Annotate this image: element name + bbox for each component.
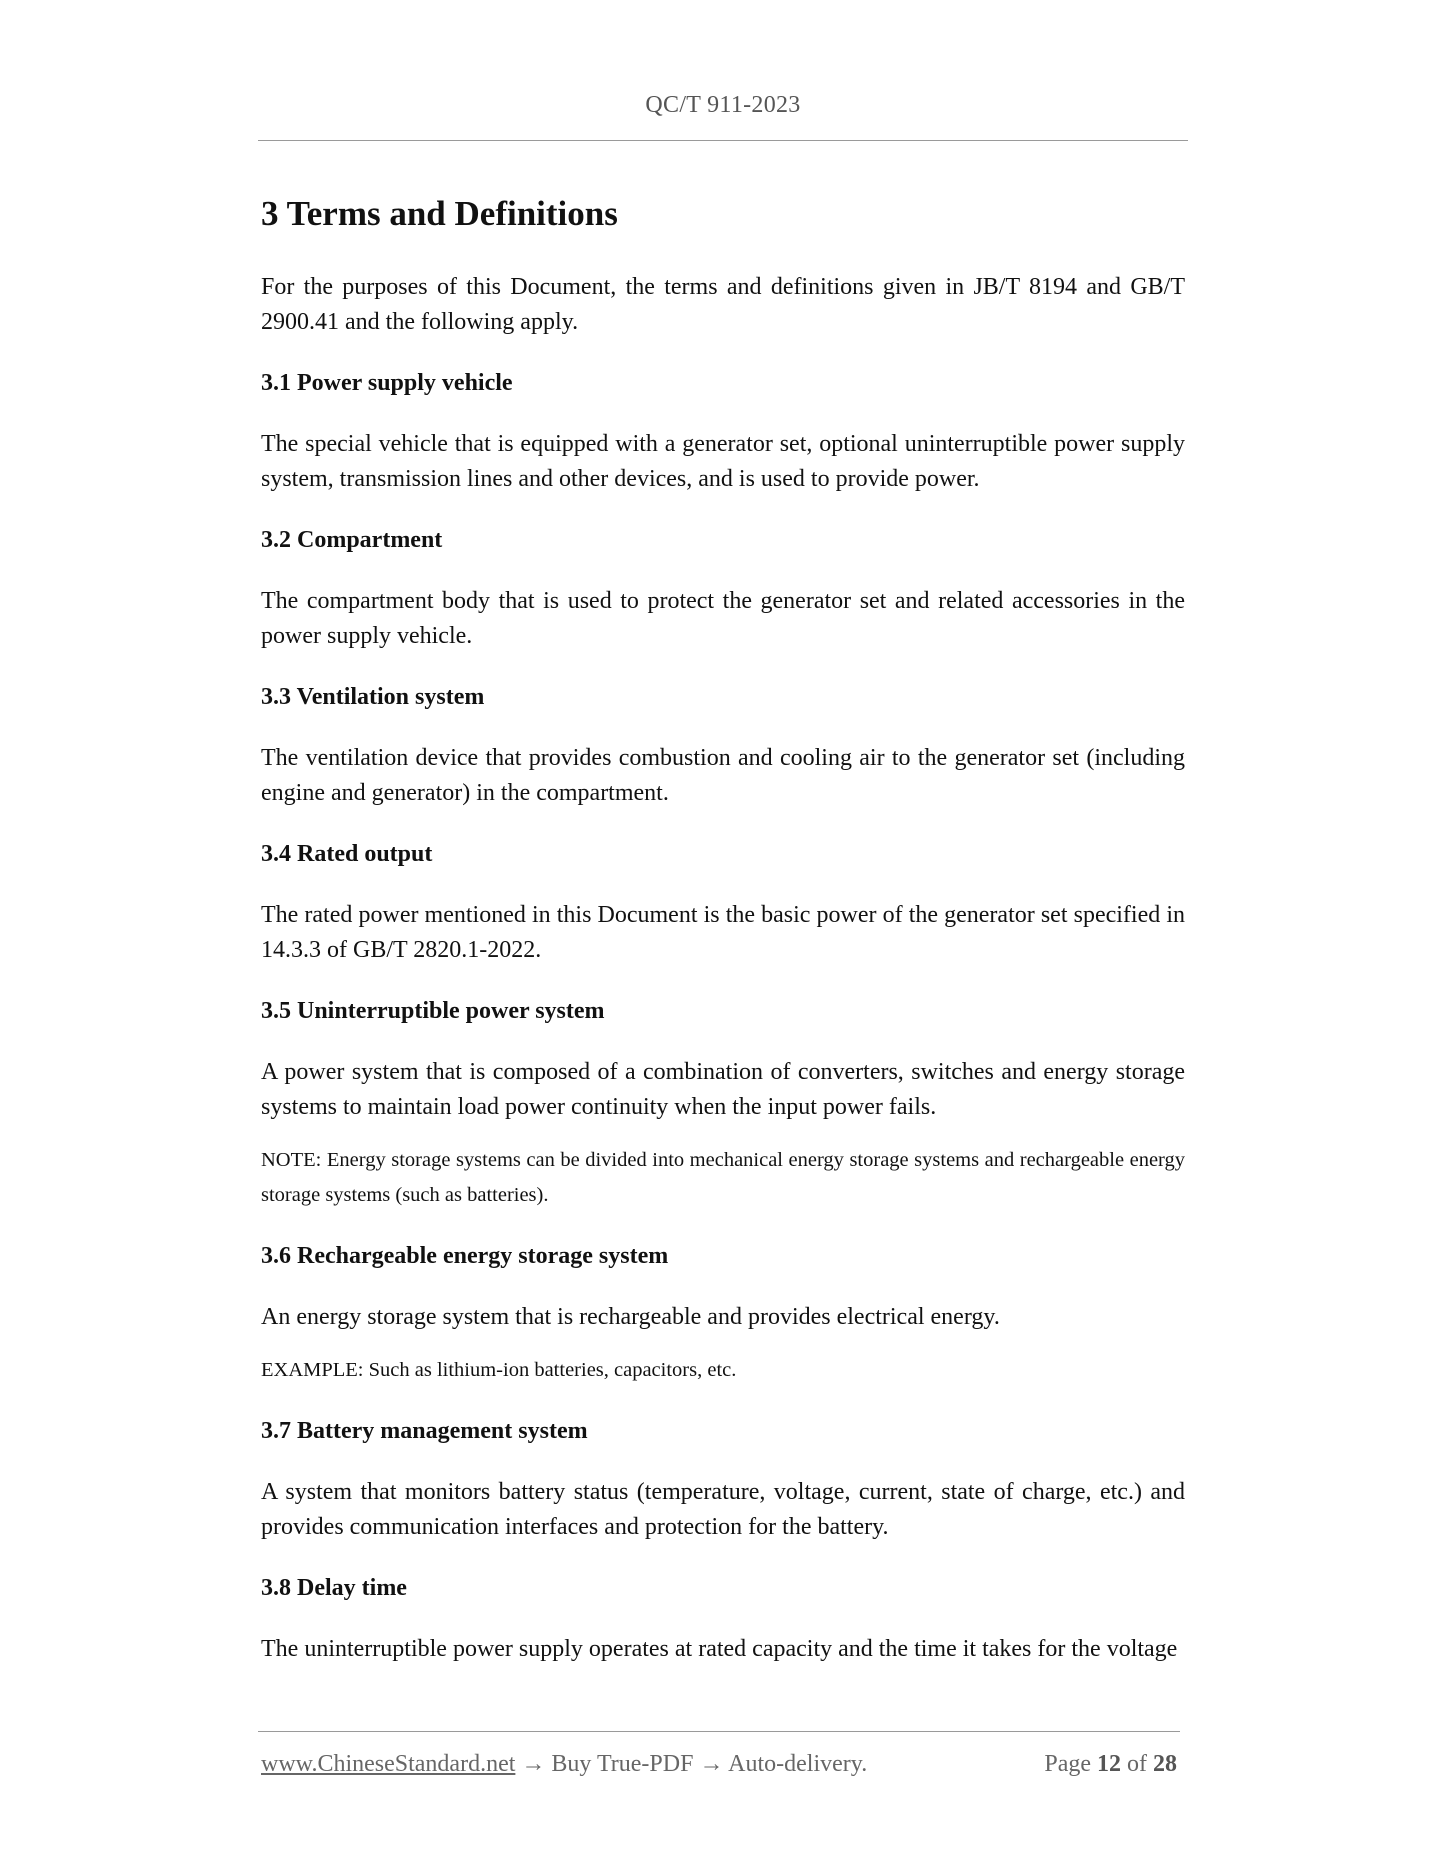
term-heading: 3.8 Delay time xyxy=(261,1575,407,1601)
header-divider xyxy=(258,140,1188,141)
term-definition: The ventilation device that provides combustion and cooling air to the generator set (including engine and generator) in the compartment. xyxy=(261,745,1185,806)
footer-promo xyxy=(261,1748,867,1780)
term-heading: 3.1 Power supply vehicle xyxy=(261,370,513,396)
section-intro: For the purposes of this Document, the terms and definitions given in JB/T 8194 and GB/T 2900.41 and the following apply. xyxy=(261,274,1185,335)
term-definition: The uninterruptible power supply operates at rated capacity and the time it takes for the voltage xyxy=(261,1636,1178,1662)
page-number xyxy=(1044,1748,1177,1780)
term-definition: The compartment body that is used to protect the generator set and related accessories in the power supply vehicle. xyxy=(261,588,1185,649)
arrow-icon: → xyxy=(521,1751,546,1777)
term-note: NOTE: Energy storage systems can be divided into mechanical energy storage systems and rechargeable energy storage systems (such as batteries). xyxy=(261,1149,1185,1206)
footer-divider xyxy=(258,1731,1180,1732)
page-current: 12 xyxy=(1097,1751,1121,1777)
term-definition: An energy storage system that is rechargeable and provides electrical energy. xyxy=(261,1304,1000,1330)
term-heading: 3.4 Rated output xyxy=(261,841,433,867)
term-definition: The rated power mentioned in this Document is the basic power of the generator set specified in 14.3.3 of GB/T 2820.1-2022. xyxy=(261,902,1185,963)
term-heading: 3.3 Ventilation system xyxy=(261,684,485,710)
of-label: of xyxy=(1127,1751,1147,1777)
website-link[interactable]: www.ChineseStandard.net xyxy=(261,1751,516,1777)
section-title: 3 Terms and Definitions xyxy=(261,194,618,233)
arrow-icon: → xyxy=(699,1751,724,1777)
term-heading: 3.7 Battery management system xyxy=(261,1418,588,1444)
term-heading: 3.6 Rechargeable energy storage system xyxy=(261,1243,669,1269)
term-heading: 3.5 Uninterruptible power system xyxy=(261,998,605,1024)
page-header: QC/T 911-2023 xyxy=(645,92,801,118)
buy-pdf-link[interactable]: Buy True-PDF xyxy=(551,1751,694,1777)
term-example: EXAMPLE: Such as lithium-ion batteries, capacitors, etc. xyxy=(261,1359,737,1381)
delivery-text: Auto-delivery. xyxy=(728,1751,868,1777)
term-definition: A system that monitors battery status (temperature, voltage, current, state of charge, etc.) and provides communication interfaces and protection for the battery. xyxy=(261,1479,1185,1540)
term-definition: A power system that is composed of a combination of converters, switches and energy storage systems to maintain load power continuity when the input power fails. xyxy=(261,1059,1185,1120)
page-content xyxy=(261,190,1185,1667)
page-label: Page xyxy=(1044,1751,1091,1777)
term-definition: The special vehicle that is equipped with a generator set, optional uninterruptible power supply system, transmission lines and other devices, and is used to provide power. xyxy=(261,431,1185,492)
term-heading: 3.2 Compartment xyxy=(261,527,443,553)
page-total: 28 xyxy=(1153,1751,1177,1777)
